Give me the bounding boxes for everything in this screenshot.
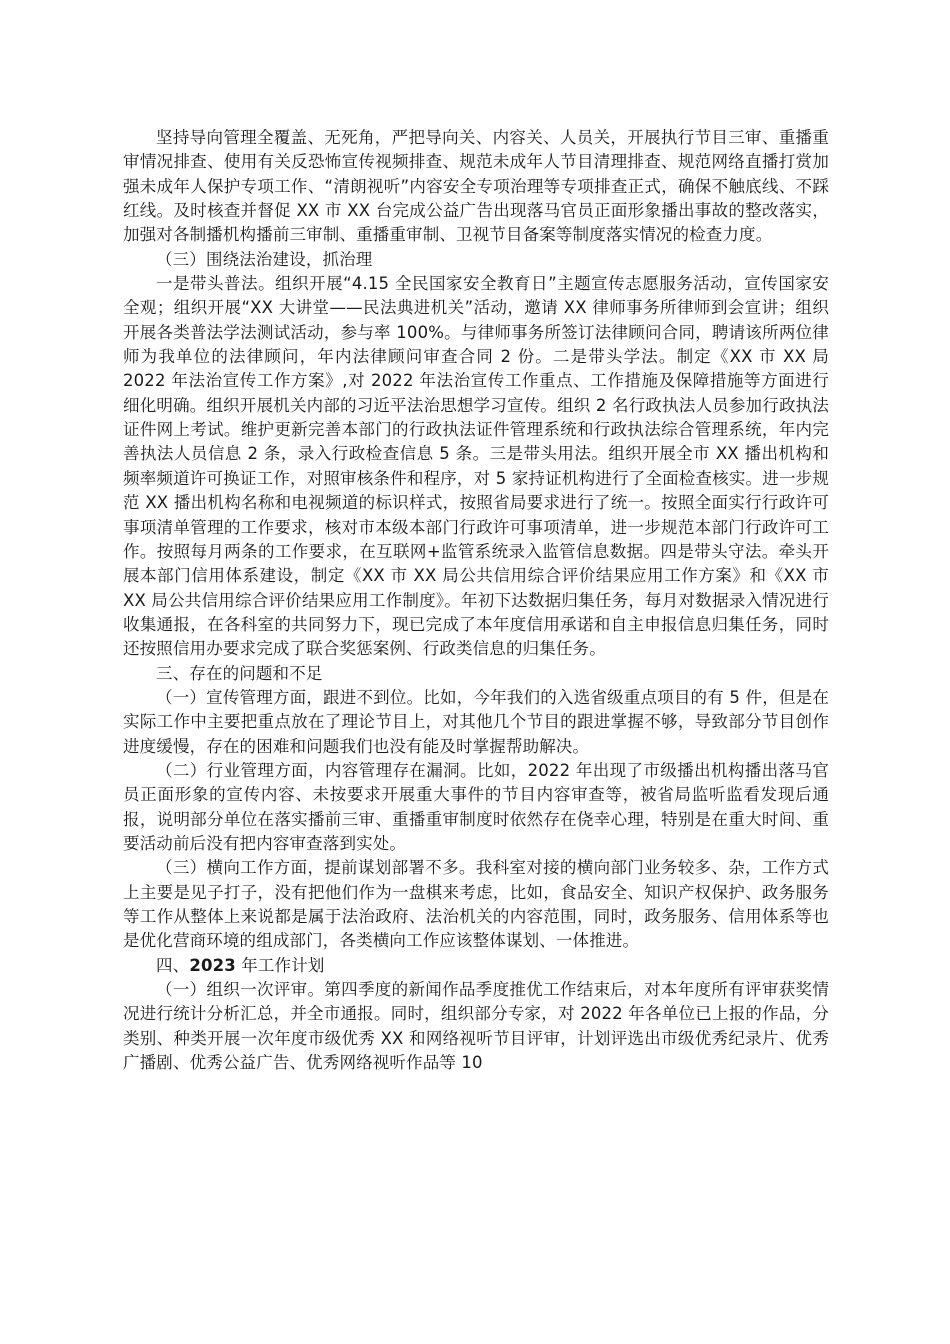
document-page <box>123 126 829 1075</box>
heading-rule-of-law: （三）围绕法治建设，抓治理 <box>156 249 373 269</box>
heading-2023-plan-year: 2023 <box>189 955 236 975</box>
heading-2023-plan-suffix: 年工作计划 <box>235 955 325 975</box>
heading-problems: 三、存在的问题和不足 <box>156 663 323 683</box>
paragraph-content-review: 坚持导向管理全覆盖、无死角，严把导向关、内容关、人员关，开展执行节目三审、重播重审情况排查、使用有关反恐怖宣传视频排查、规范未成年人节目清理排查、规范网络直播打赏加强未成年人保护专项工作、“清朗视听”内容安全专项治理等专项排查正式，确保不触底线、不踩红线。及时核查并督促 XX 市 XX 台完成公益广告出现落马官员正面形象播出事故的整改落实，加强对各制播机构播前三审制、重播重审制、卫视节目备案等制度落实情况的检查力度。 <box>123 128 829 245</box>
paragraph-problem-horizontal: （三）横向工作方面，提前谋划部署不多。我科室对接的横向部门业务较多、杂，工作方式上主要是见子打子，没有把他们作为一盘棋来考虑，比如，食品安全、知识产权保护、政务服务等工作从整体上来说都是属于法治政府、法治机关的内容范围，同时，政务服务、信用体系等也是优化营商环境的组成部门，各类横向工作应该整体谋划、一体推进。 <box>123 858 829 951</box>
paragraph-rule-of-law: 一是带头普法。组织开展“4.15 全民国家安全教育日”主题宣传志愿服务活动，宣传国家安全观；组织开展“XX 大讲堂——民法典进机关”活动，邀请 XX 律师事务所律师到会宣讲；组织开展各类普法学法测试活动，参与率 100%。与律师事务所签订法律顾问合同，聘请该所两位律师为我单位的法律顾问，年内法律顾问审查合同 2 份。二是带头学法。制定《XX 市 XX 局 2022 年法治宣传工作方案》,对 2022 年法治宣传工作重点、工作措施及保障措施等方面进行细化明确。组织开展机关内部的习近平法治思想学习宣传。组织 2 名行政执法人员参加行政执法证件网上考试。维护更新完善本部门的行政执法证件管理系统和行政执法综合管理系统，年内完善执法人员信息 2 条，录入行政检查信息 5 条。三是带头用法。组织开展全市 XX 播出机构和频率频道许可换证工作，对照审核条件和程序，对 5 家持证机构进行了全面检查核实。进一步规范 XX 播出机构名称和电视频道的标识样式，按照省局要求进行了统一。按照全面实行行政许可事项清单管理的工作要求，核对市本级本部门行政许可事项清单，进一步规范本部门行政许可工作。按照每月两条的工作要求，在互联网+监管系统录入监管信息数据。四是带头守法。牵头开展本部门信用体系建设，制定《XX 市 XX 局公共信用综合评价结果应用工作方案》和《XX 市 XX 局公共信用综合评价结果应用工作制度》。年初下达数据归集任务，每月对数据录入情况进行收集通报，在各科室的共同努力下，现已完成了本年度信用承诺和自主申报信息归集任务，同时还按照信用办要求完成了联合奖惩案例、行政类信息的归集任务。 <box>123 274 829 659</box>
paragraph-problem-publicity: （一）宣传管理方面，跟进不到位。比如，今年我们的入选省级重点项目的有 5 件，但是在实际工作中主要把重点放在了理论节目上，对其他几个节目的跟进掌握不够，导致部分节目创作进度缓慢，存在的困难和问题我们也没有能及时掌握帮助解决。 <box>123 687 829 756</box>
paragraph-problem-industry: （二）行业管理方面，内容管理存在漏洞。比如，2022 年出现了市级播出机构播出落马官员正面形象的宣传内容、未按要求开展重大事件的节目内容审查等，被省局监听监看发现后通报，说明部分单位在落实播前三审、重播重审制度时依然存在侥幸心理，特别是在重大时间、重要活动前后没有把内容审查落到实处。 <box>123 760 829 853</box>
heading-2023-plan <box>123 954 829 978</box>
paragraph-plan-review: （一）组织一次评审。第四季度的新闻作品季度推优工作结束后，对本年度所有评审获奖情况进行统计分析汇总，并全市通报。同时，组织部分专家，对 2022 年各单位已上报的作品，分类别、种类开展一次年度市级优秀 XX 和网络视听节目评审，计划评选出市级优秀纪录片、优秀广播剧、优秀公益广告、优秀网络视听作品等 10 <box>123 980 829 1073</box>
heading-2023-plan-prefix: 四、 <box>156 955 190 975</box>
